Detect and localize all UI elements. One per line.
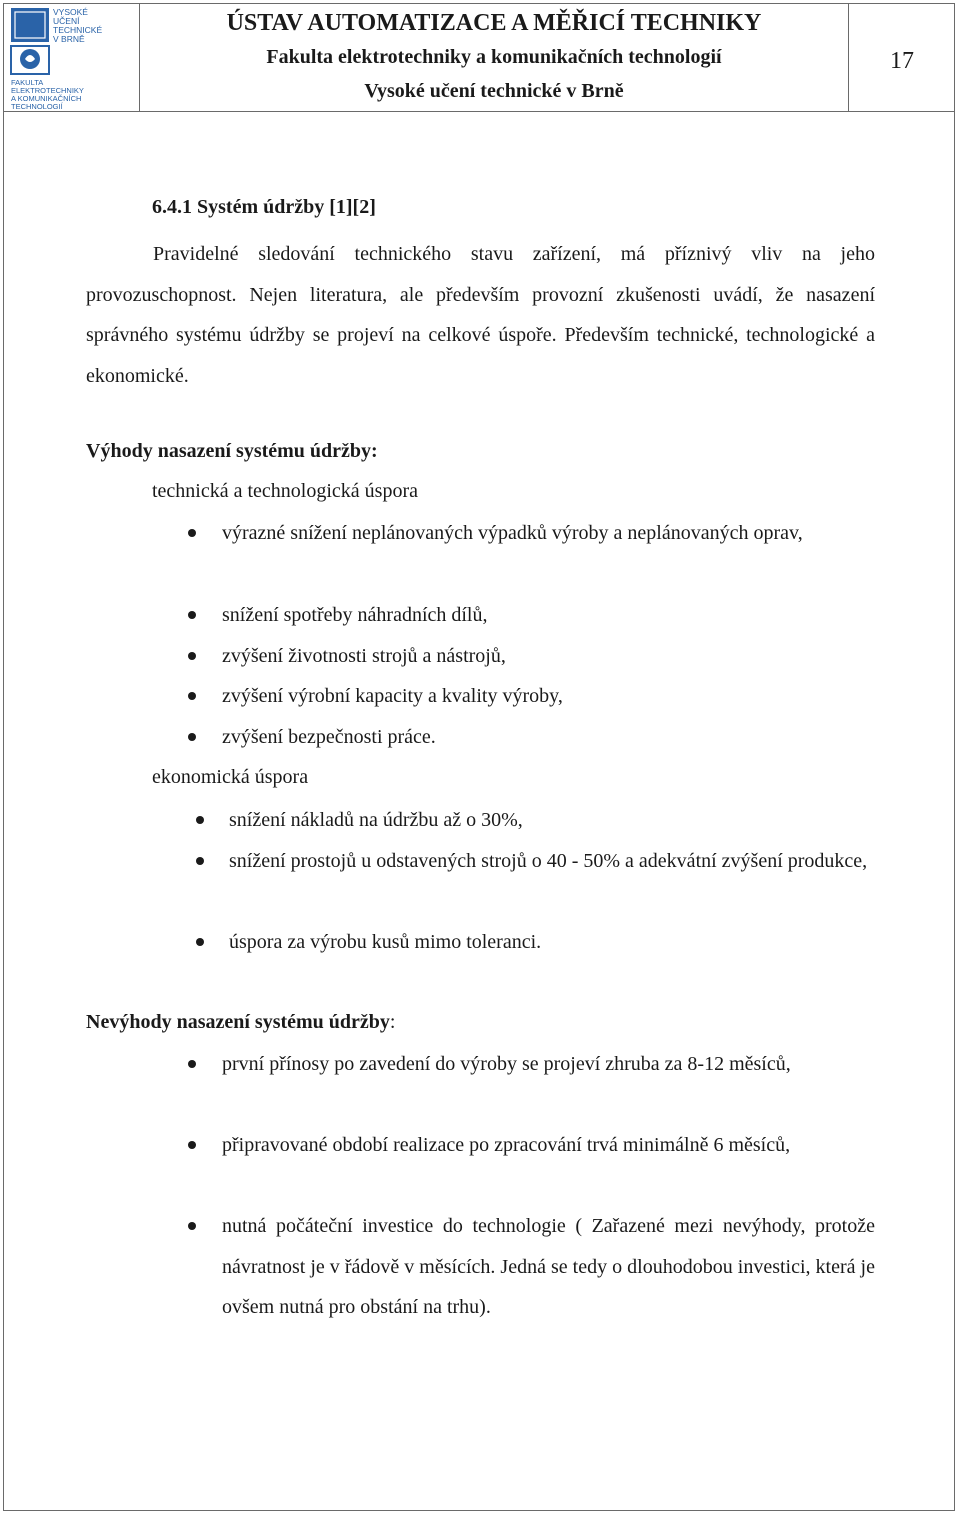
economic-savings-label: ekonomická úspora [152,766,309,788]
bullet-icon [196,816,204,824]
faculty-title: Fakulta elektrotechniky a komunikačních technologií [266,46,722,68]
technical-item-3: zvýšení životnosti strojů a nástrojů, [222,645,506,667]
bullet-icon [188,652,196,660]
disadvantages-heading [86,1002,395,1043]
technical-item-5: zvýšení bezpečnosti práce. [222,726,436,748]
technical-savings-label: technická a technologická úspora [152,480,418,502]
bullet-icon [188,1222,196,1230]
institute-title: ÚSTAV AUTOMATIZACE A MĚŘICÍ TECHNIKY [226,10,762,36]
logo-text-bottom-1: ELEKTROTECHNIKY [11,86,84,95]
bullet-icon [188,733,196,741]
disadvantage-item-3: nutná počáteční investice do technologie ( Zařazené mezi nevýhody, protože návratnost je v řádově v měsících. Jedná se tedy o dlouhodobou investici, která je ovšem nutná pro obstání na trhu). [222,1215,875,1318]
bullet-icon [188,692,196,700]
university-title: Vysoké učení technické v Brně [364,80,624,102]
economic-item-1: snížení nákladů na údržbu až o 30%, [229,809,523,831]
page-header [3,3,955,112]
university-logo [3,3,140,111]
technical-item-1: výrazné snížení neplánovaných výpadků výroby a neplánovaných oprav, [222,522,803,544]
bullet-icon [188,611,196,619]
intro-paragraph: Pravidelné sledování technického stavu zařízení, má příznivý vliv na jeho provozuschopnost. Nejen literatura, ale především provozní zkušenosti uvádí, že nasazení správného systému údržby se projeví na celkové úspoře. Především technické, technologické a ekonomické. [86,243,875,387]
economic-item-3: úspora za výrobu kusů mimo toleranci. [229,931,542,953]
logo-text-top-0: VYSOKÉ [53,7,88,17]
disadvantage-item-2: připravované období realizace po zpracování trvá minimálně 6 měsíců, [222,1134,791,1156]
logo-text-bottom-3: TECHNOLOGIÍ [11,102,63,109]
logo-text-top-2: TECHNICKÉ [53,25,103,35]
bullet-icon [188,1141,196,1149]
advantages-heading: Výhody nasazení systému údržby: [86,440,378,462]
section-heading: 6.4.1 Systém údržby [1][2] [152,196,376,218]
bullet-icon [188,529,196,537]
bullet-icon [188,1060,196,1068]
vut-logo-icon [9,5,133,109]
logo-text-bottom-2: A KOMUNIKAČNÍCH [11,94,82,103]
technical-item-2: snížení spotřeby náhradních dílů, [222,604,488,626]
page-number: 17 [848,3,955,111]
logo-text-top-1: UČENÍ [53,16,80,26]
header-title-block [140,3,848,111]
logo-text-top-3: V BRNĚ [53,34,85,44]
logo-text-bottom-0: FAKULTA [11,78,44,87]
disadvantage-item-1: první přínosy po zavedení do výroby se projeví zhruba za 8-12 měsíců, [222,1053,791,1075]
disadvantages-heading-text: Nevýhody nasazení systému údržby [86,1011,390,1033]
bullet-icon [196,938,204,946]
bullet-icon [196,857,204,865]
disadvantages-heading-colon: : [389,1011,396,1033]
economic-item-2: snížení prostojů u odstavených strojů o 40 - 50% a adekvátní zvýšení produkce, [229,850,868,872]
technical-item-4: zvýšení výrobní kapacity a kvality výroby, [222,685,563,707]
